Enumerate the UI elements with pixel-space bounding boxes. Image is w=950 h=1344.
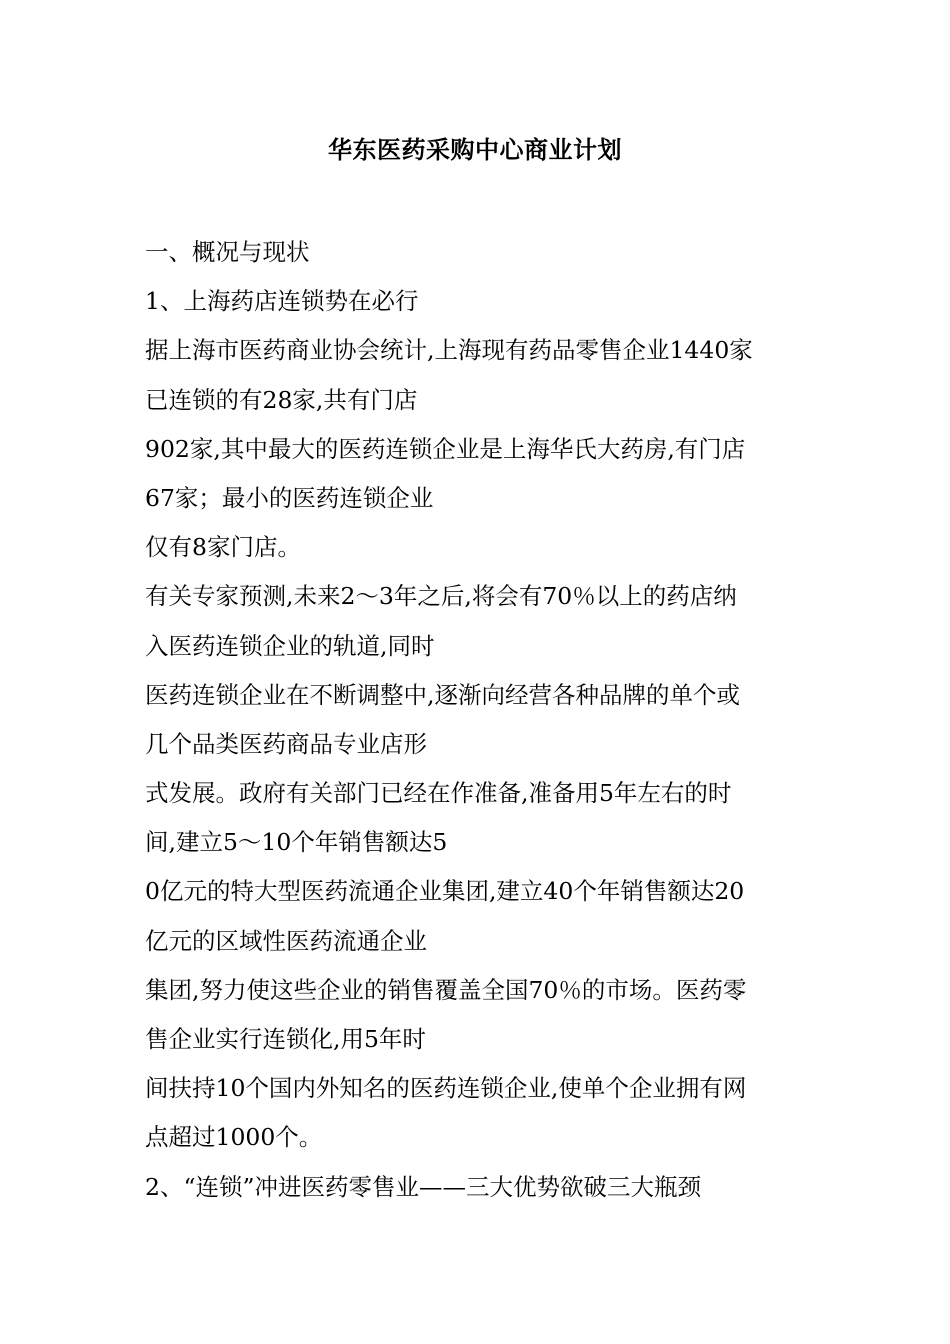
subsection-heading-2: 2、“连锁”冲进医药零售业——三大优势欲破三大瓶颈 — [145, 1172, 701, 1201]
body-line: 间,建立5～10个年销售额达5 — [145, 828, 448, 857]
body-line: 0亿元的特大型医药流通企业集团,建立40个年销售额达20 — [145, 877, 745, 906]
body-line: 据上海市医药商业协会统计,上海现有药品零售企业1440家 — [145, 336, 753, 365]
subsection-heading-1: 1、上海药店连锁势在必行 — [145, 287, 419, 316]
body-line: 售企业实行连锁化,用5年时 — [145, 1025, 426, 1053]
body-line: 集团,努力使这些企业的销售覆盖全国70％的市场。医药零 — [145, 975, 747, 1004]
body-line: 67家；最小的医药连锁企业 — [145, 483, 434, 512]
body-line: 902家,其中最大的医药连锁企业是上海华氏大药房,有门店 — [145, 434, 746, 463]
body-line: 亿元的区域性医药流通企业 — [145, 926, 427, 955]
document-title: 华东医药采购中心商业计划 — [328, 135, 622, 164]
body-line: 点超过1000个。 — [145, 1123, 323, 1152]
body-line: 仅有8家门店。 — [145, 533, 301, 562]
body-line: 医药连锁企业在不断调整中,逐渐向经营各种品牌的单个或 — [145, 680, 740, 709]
document-body — [145, 228, 815, 1212]
body-line: 几个品类医药商品专业店形 — [145, 729, 427, 758]
body-line: 有关专家预测,未来2～3年之后,将会有70％以上的药店纳 — [145, 582, 737, 611]
body-line: 间扶持10个国内外知名的医药连锁企业,使单个企业拥有网 — [145, 1074, 747, 1103]
section-heading-overview: 一、概况与现状 — [145, 238, 310, 266]
body-line: 入医药连锁企业的轨道,同时 — [145, 631, 435, 660]
body-line: 式发展。政府有关部门已经在作准备,准备用5年左右的时 — [145, 779, 732, 808]
body-line: 已连锁的有28家,共有门店 — [145, 385, 418, 414]
